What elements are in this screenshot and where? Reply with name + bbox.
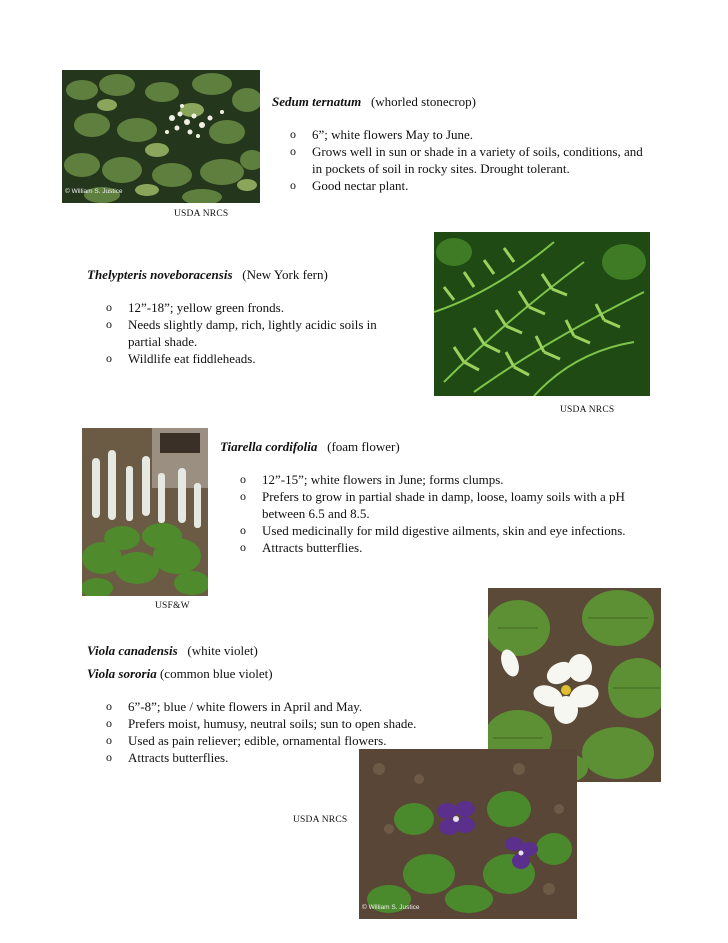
bullet-marker: o: [240, 540, 246, 554]
bullet-item: o Grows well in sun or shade in a variety of soils, conditions, and in pockets of soil in rocky sites. Drought tolerant.: [290, 144, 643, 176]
sedum-common-name: (whorled stonecrop): [370, 94, 477, 109]
fern-scientific-name: Thelypteris noveboracensis: [87, 267, 233, 282]
bullet-marker: o: [290, 178, 296, 192]
white-violet-scientific-name: Viola canadensis: [87, 643, 178, 658]
tiarella-photo: [82, 428, 208, 596]
bullet-item: o Needs slightly damp, rich, lightly acidic soils in partial shade.: [106, 317, 377, 349]
bullet-item: o Attracts butterflies.: [106, 750, 229, 765]
bullet-marker: o: [106, 750, 112, 764]
bullet-item: o 12”-15”; white flowers in June; forms clumps.: [240, 472, 504, 487]
photo-watermark: © William S. Justice: [65, 188, 123, 195]
bullet-item: o Used as pain reliever; edible, ornamental flowers.: [106, 733, 387, 748]
bullet-item: o 6”; white flowers May to June.: [290, 127, 474, 142]
sedum-scientific-name: Sedum ternatum: [272, 94, 362, 109]
white-violet-common-name: (white violet): [187, 643, 258, 658]
sedum-photo: [62, 70, 260, 203]
tiarella-title: [220, 438, 400, 455]
fern-common-name: (New York fern): [242, 267, 328, 282]
violet-photo-credit: USDA NRCS: [293, 815, 348, 825]
bullet-marker: o: [106, 733, 112, 747]
fern-title: [87, 266, 328, 283]
sedum-photo-credit: USDA NRCS: [174, 209, 229, 219]
tiarella-common-name: (foam flower): [327, 439, 400, 454]
bullet-marker: o: [290, 144, 296, 158]
photo-watermark: © William S. Justice: [362, 904, 420, 911]
bullet-marker: o: [106, 716, 112, 730]
bullet-marker: o: [106, 351, 112, 365]
bullet-marker: o: [240, 472, 246, 486]
bullet-item: o Good nectar plant.: [290, 178, 409, 193]
bullet-item: o Wildlife eat fiddleheads.: [106, 351, 256, 366]
bullet-item: o Prefers to grow in partial shade in damp, loose, loamy soils with a pH between 6.5 and 8.5.: [240, 489, 625, 521]
blue-violet-common-name: (common blue violet): [159, 666, 273, 681]
bullet-marker: o: [106, 699, 112, 713]
fern-photo-credit: USDA NRCS: [560, 405, 615, 415]
bullet-marker: o: [106, 317, 112, 331]
bullet-marker: o: [240, 523, 246, 537]
bullet-marker: o: [106, 300, 112, 314]
tiarella-bullets: [240, 471, 640, 556]
blue-violet-photo: [359, 749, 577, 919]
bullet-item: o 6”-8”; blue / white flowers in April and May.: [106, 699, 363, 714]
blue-violet-scientific-name: Viola sororia: [87, 666, 157, 681]
bullet-marker: o: [290, 127, 296, 141]
sedum-title: [272, 93, 476, 110]
bullet-item: o 12”-18”; yellow green fronds.: [106, 300, 284, 315]
bullet-marker: o: [240, 489, 246, 503]
white-violet-title: [87, 642, 258, 659]
tiarella-scientific-name: Tiarella cordifolia: [220, 439, 318, 454]
bullet-item: o Attracts butterflies.: [240, 540, 363, 555]
fern-photo: [434, 232, 650, 396]
fern-bullets: [106, 299, 406, 367]
tiarella-photo-credit: USF&W: [155, 601, 190, 611]
bullet-item: o Used medicinally for mild digestive ailments, skin and eye infections.: [240, 523, 626, 538]
bullet-item: o Prefers moist, humusy, neutral soils; sun to open shade.: [106, 716, 417, 731]
sedum-bullets: [290, 126, 650, 194]
blue-violet-title: [87, 665, 273, 682]
